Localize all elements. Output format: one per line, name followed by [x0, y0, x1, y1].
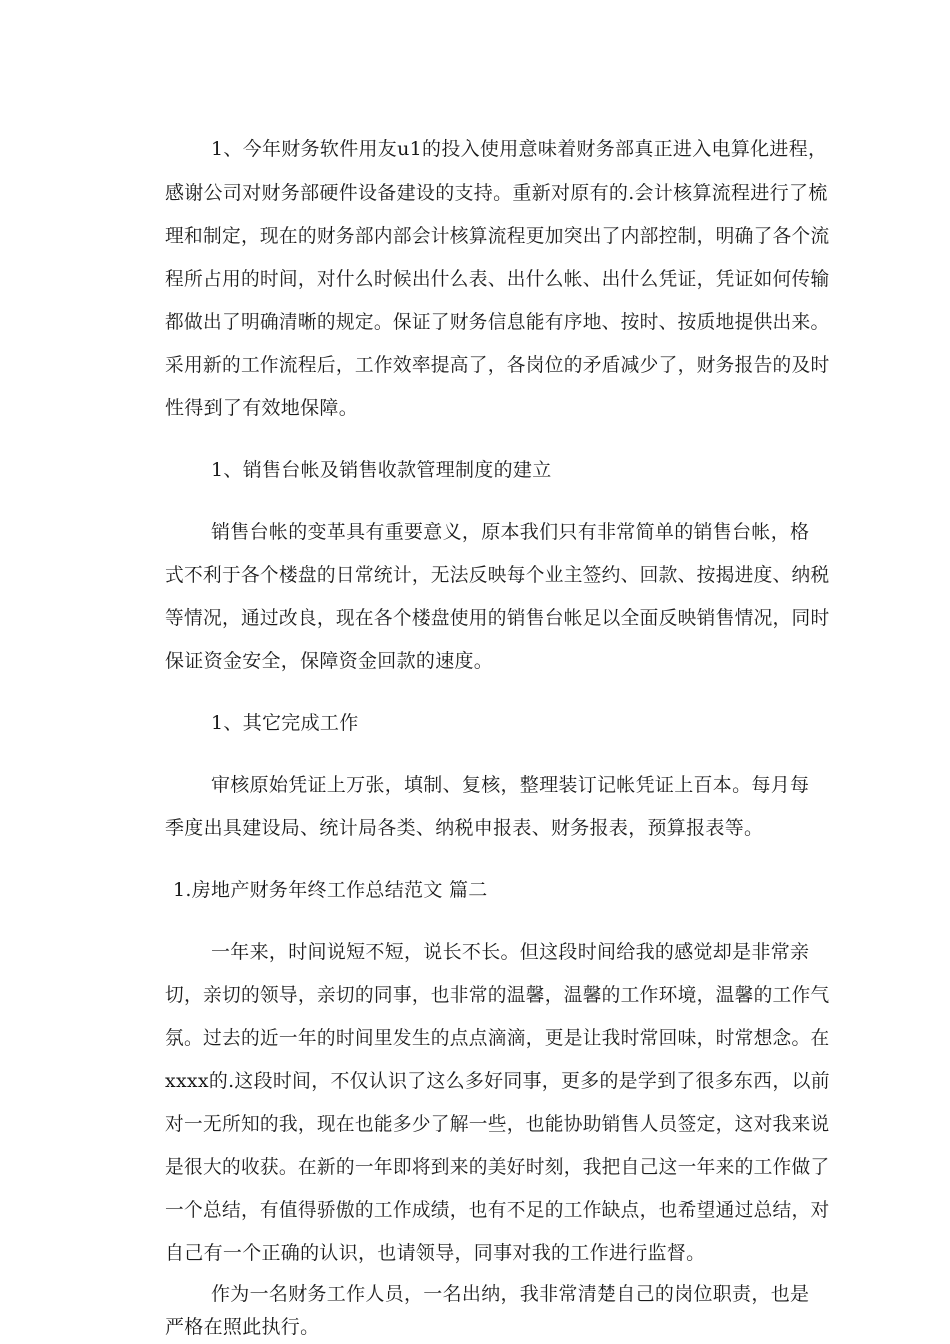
article-title: 1.房地产财务年终工作总结范文 篇二 — [173, 879, 488, 901]
paragraph-line: 季度出具建设局、统计局各类、纳税申报表、财务报表，预算报表等。 — [165, 817, 764, 839]
paragraph-line: 对一无所知的我，现在也能多少了解一些，也能协助销售人员签定，这对我来说 — [165, 1113, 830, 1135]
paragraph-line: 是很大的收获。在新的一年即将到来的美好时刻，我把自己这一年来的工作做了 — [165, 1156, 830, 1178]
paragraph-line: 氛。过去的近一年的时间里发生的点点滴滴，更是让我时常回味，时常想念。在 — [165, 1027, 830, 1049]
paragraph-line: xxxx的.这段时间，不仅认识了这么多好同事，更多的是学到了很多东西，以前 — [165, 1070, 831, 1092]
paragraph-line: 都做出了明确清晰的规定。保证了财务信息能有序地、按时、按质地提供出来。 — [165, 311, 830, 333]
paragraph-line: 理和制定，现在的财务部内部会计核算流程更加突出了内部控制，明确了各个流 — [165, 225, 830, 247]
paragraph-line: 一年来，时间说短不短，说长不长。但这段时间给我的感觉却是非常亲 — [211, 941, 810, 963]
paragraph-line: 程所占用的时间，对什么时候出什么表、出什么帐、出什么凭证，凭证如何传输 — [165, 268, 830, 290]
paragraph-line: 销售台帐的变革具有重要意义，原本我们只有非常简单的销售台帐，格 — [211, 521, 810, 543]
paragraph-line: 保证资金安全，保障资金回款的速度。 — [165, 650, 494, 672]
paragraph-line: 等情况，通过改良，现在各个楼盘使用的销售台帐足以全面反映销售情况，同时 — [165, 607, 830, 629]
paragraph-line: 审核原始凭证上万张，填制、复核，整理装订记帐凭证上百本。每月每 — [211, 774, 810, 796]
paragraph-line: 严格在照此执行。 — [165, 1316, 320, 1338]
paragraph-line: 切，亲切的领导，亲切的同事，也非常的温馨，温馨的工作环境，温馨的工作气 — [165, 984, 830, 1006]
paragraph-line: 1、今年财务软件用友u1的投入使用意味着财务部真正进入电算化进程， — [211, 138, 828, 160]
paragraph-line: 作为一名财务工作人员，一名出纳，我非常清楚自己的岗位职责，也是 — [211, 1283, 810, 1305]
paragraph-line: 一个总结，有值得骄傲的工作成绩，也有不足的工作缺点，也希望通过总结，对 — [165, 1199, 830, 1221]
section-heading: 1、其它完成工作 — [211, 712, 359, 734]
paragraph-line: 感谢公司对财务部硬件设备建设的支持。重新对原有的.会计核算流程进行了梳 — [165, 182, 828, 204]
paragraph-line: 式不利于各个楼盘的日常统计，无法反映每个业主签约、回款、按揭进度、纳税 — [165, 564, 830, 586]
paragraph-line: 自己有一个正确的认识，也请领导，同事对我的工作进行监督。 — [165, 1242, 706, 1264]
paragraph-line: 采用新的工作流程后，工作效率提高了，各岗位的矛盾减少了，财务报告的及时 — [165, 354, 830, 376]
paragraph-line: 性得到了有效地保障。 — [165, 397, 359, 419]
section-heading: 1、销售台帐及销售收款管理制度的建立 — [211, 459, 552, 481]
